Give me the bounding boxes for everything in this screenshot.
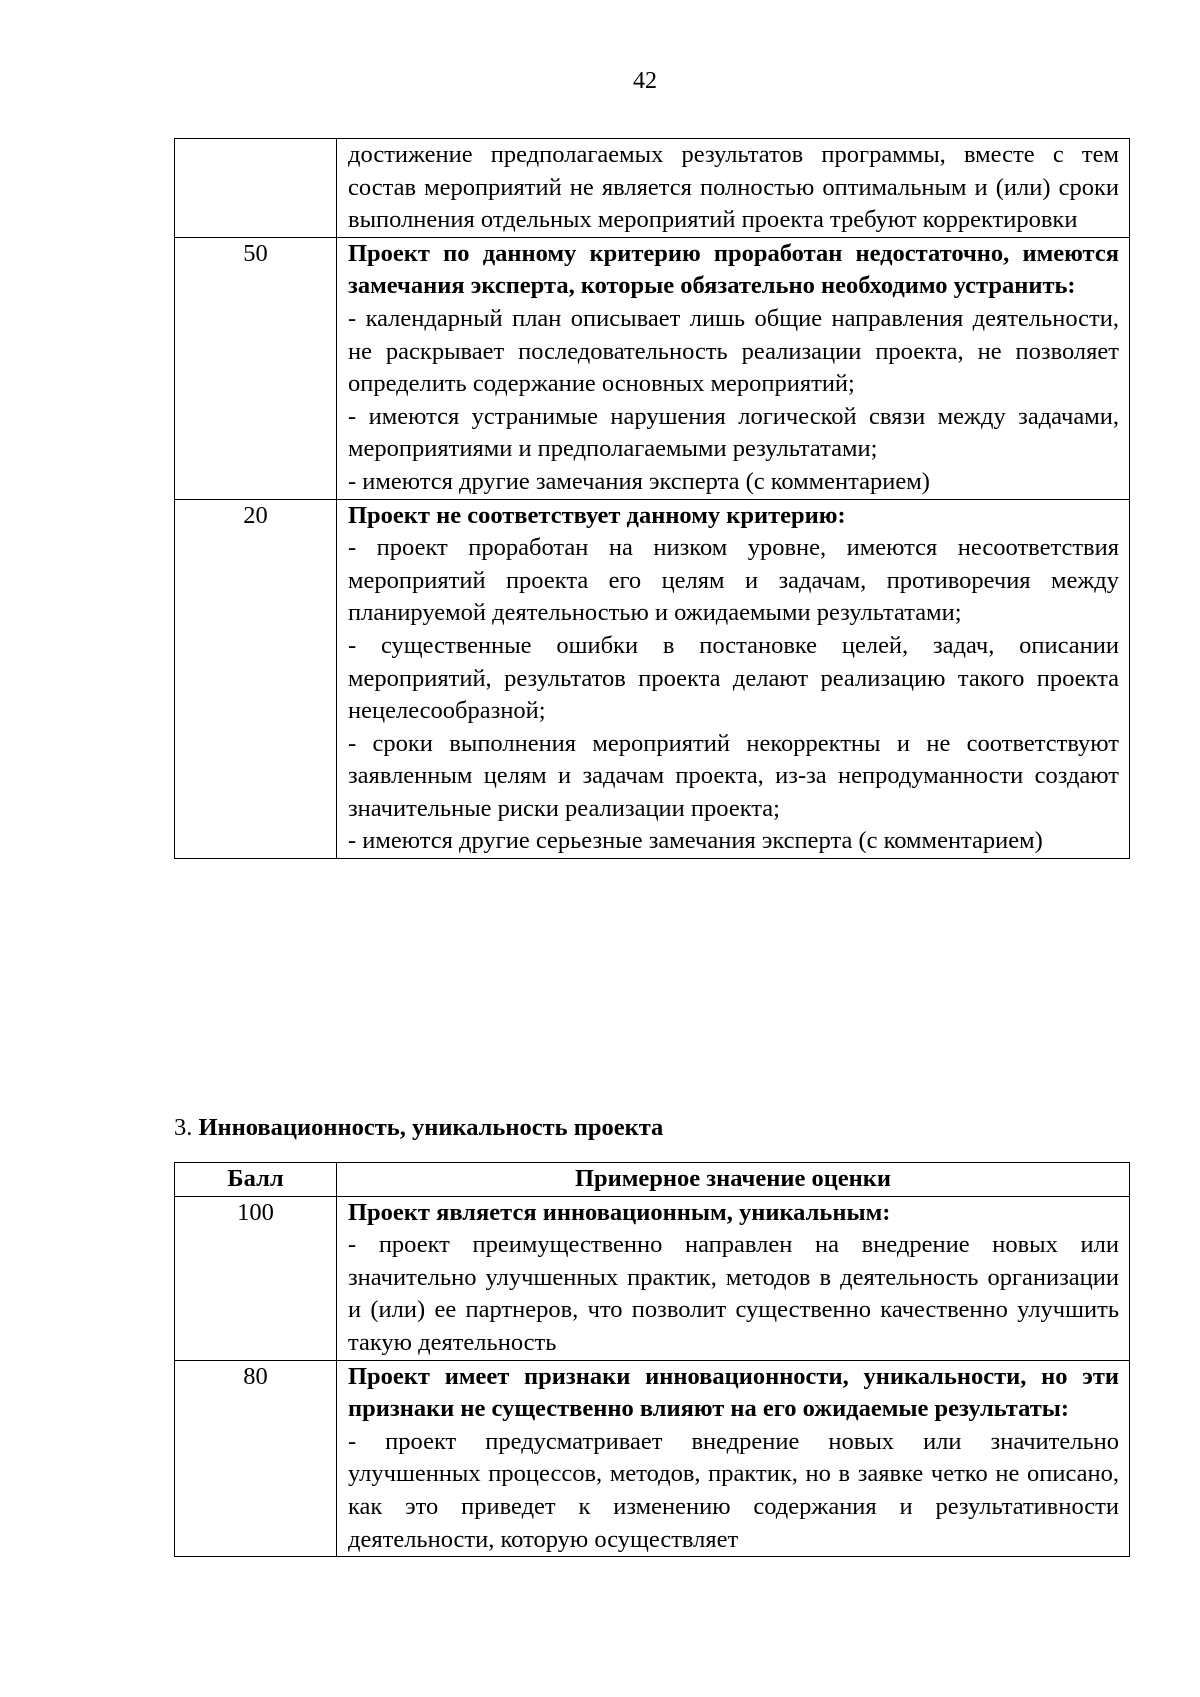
section-title: Инновационность, уникальность проекта (198, 1114, 664, 1141)
description-cell (337, 499, 1130, 859)
table-header-row (175, 1163, 1130, 1197)
description-paragraph: - имеются другие замечания эксперта (с комментарием) (348, 467, 930, 495)
description-heading: Проект является инновационным, уникальным: (348, 1198, 891, 1226)
header-description: Примерное значение оценки (337, 1163, 1130, 1197)
description-heading: Проект имеет признаки инновационности, уникальности, но эти признаки не существенно влияют на его ожидаемые результаты: (348, 1362, 1119, 1423)
score-cell (175, 139, 337, 238)
description-paragraph: - существенные ошибки в постановке целей, задач, описании мероприятий, результатов проекта делают реализацию такого проекта нецелесообразной; (348, 631, 1119, 725)
section-heading (174, 1112, 663, 1144)
score-cell: 80 (175, 1360, 337, 1557)
description-paragraph: - проект преимущественно направлен на внедрение новых или значительно улучшенных практик, методов в деятельность организации и (или) ее партнеров, что позволит существенно качественно улучшить такую деятельность (348, 1231, 1119, 1356)
score-cell: 20 (175, 499, 337, 859)
description-paragraph: - проект предусматривает внедрение новых или значительно улучшенных процессов, методов, практик, но в заявке четко не описано, как это приведет к изменению содержания и результативности деятельности, которую осуществляет (348, 1427, 1119, 1553)
description-paragraph: - проект проработан на низком уровне, имеются несоответствия мероприятий проекта его целям и задачам, противоречия между планируемой деятельностью и ожидаемыми результатами; (348, 534, 1119, 627)
description-cell (337, 237, 1130, 499)
criteria-table-continued (174, 138, 1130, 859)
score-cell: 50 (175, 237, 337, 499)
page-number: 42 (633, 68, 657, 94)
description-heading: Проект по данному критерию проработан недостаточно, имеются замечания эксперта, которые обязательно необходимо устранить: (348, 239, 1119, 300)
description-paragraph: - календарный план описывает лишь общие направления деятельности, не раскрывает последовательность реализации проекта, не позволяет определить содержание основных мероприятий; (348, 304, 1119, 398)
score-cell: 100 (175, 1196, 337, 1360)
table-row (175, 237, 1130, 499)
table-row (175, 1360, 1130, 1557)
description-paragraph: достижение предполагаемых результатов программы, вместе с тем состав мероприятий не является полностью оптимальным и (или) сроки выполнения отдельных мероприятий проекта требуют корректировки (348, 141, 1119, 234)
description-cell (337, 139, 1130, 238)
description-heading: Проект не соответствует данному критерию: (348, 501, 846, 529)
section-number: 3. (174, 1114, 193, 1141)
table-row (175, 499, 1130, 859)
description-paragraph: - имеются устранимые нарушения логической связи между задачами, мероприятиями и предполагаемыми результатами; (348, 402, 1119, 463)
table-row (175, 139, 1130, 238)
description-cell (337, 1196, 1130, 1360)
header-score: Балл (175, 1163, 337, 1197)
description-paragraph: - имеются другие серьезные замечания эксперта (с комментарием) (348, 827, 1043, 855)
description-cell (337, 1360, 1130, 1557)
criteria-table (174, 1162, 1130, 1557)
description-paragraph: - сроки выполнения мероприятий некорректны и не соответствуют заявленным целям и задачам проекта, из-за непродуманности создают значительные риски реализации проекта; (348, 729, 1119, 822)
table-row (175, 1196, 1130, 1360)
